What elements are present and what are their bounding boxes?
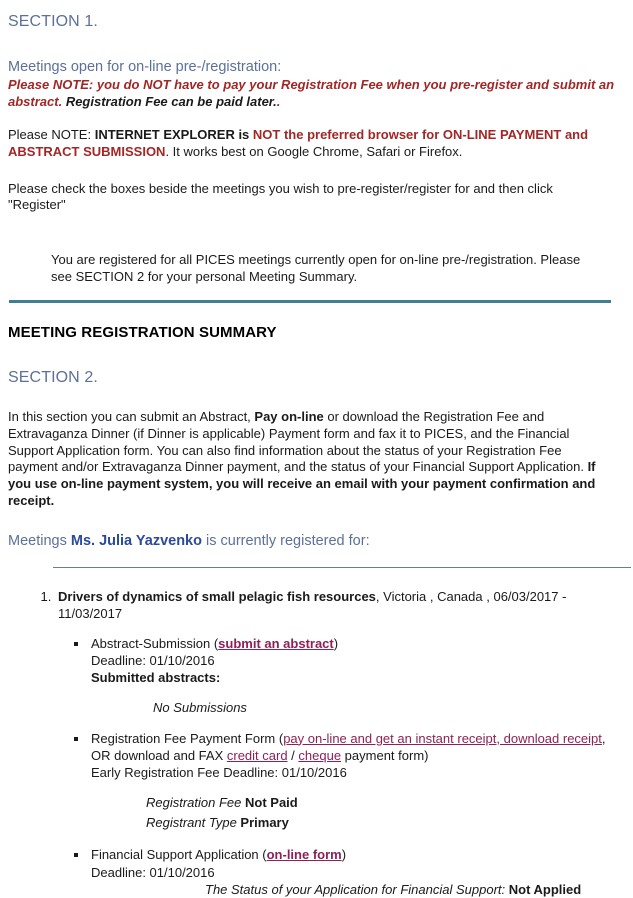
financial-support-label-close: ) bbox=[341, 847, 347, 863]
registered-meetings-label bbox=[8, 532, 623, 551]
browser-note-ie: INTERNET EXPLORER is bbox=[94, 126, 253, 142]
browser-note-warning: NOT the preferred browser for ON-LINE PAYMENT and ABSTRACT SUBMISSION bbox=[8, 126, 589, 159]
meeting-registration-summary-title: MEETING REGISTRATION SUMMARY bbox=[8, 324, 277, 342]
financial-support-status-label: The Status of your Application for Financial Support: bbox=[205, 881, 509, 897]
financial-support-label: Financial Support Application ( bbox=[91, 847, 267, 863]
registrant-name: Ms. Julia Yazvenko bbox=[70, 533, 202, 550]
registered-meetings-label-pre: Meetings bbox=[8, 533, 71, 550]
financial-support-status-line bbox=[205, 881, 623, 898]
meeting-list bbox=[8, 588, 623, 898]
meeting-title: Drivers of dynamics of small pelagic fish resources bbox=[58, 588, 376, 604]
checkbox-instruction: Please check the boxes beside the meetings you wish to pre-register/register for and then click "Register" bbox=[8, 180, 553, 213]
abstract-submission-item bbox=[89, 635, 623, 717]
registration-fee-note-tail: . bbox=[276, 93, 281, 109]
section-2-heading: SECTION 2. bbox=[8, 369, 98, 387]
meeting-detail-list bbox=[58, 635, 623, 898]
registered-meetings-label-post: is currently registered for: bbox=[201, 533, 370, 550]
meeting-country: , Canada bbox=[429, 588, 487, 604]
intro-text-b: or download the Registration Fee and Extravaganza Dinner (if Dinner is applicable) Payment form and fax it to PICES, and the Financial Support Application form. You can also find information about the status of your Registration Fee payment and/or Extravaganza Dinner payment, and the status of your Financial Support Application. bbox=[8, 408, 588, 475]
intro-pay-online: Pay on-line bbox=[254, 408, 324, 424]
meeting-list-item bbox=[55, 588, 623, 898]
registration-status-block bbox=[146, 793, 623, 833]
registration-fee-label-close: payment form) bbox=[341, 747, 429, 763]
registration-fee-status-label: Registration Fee bbox=[146, 795, 242, 811]
meeting-city: , Victoria bbox=[375, 588, 430, 604]
cheque-link[interactable]: cheque bbox=[298, 747, 342, 763]
submit-abstract-link[interactable]: submit an abstract bbox=[218, 636, 334, 651]
registrant-type-label: Registrant Type bbox=[146, 815, 237, 831]
abstract-deadline: Deadline: 01/10/2016 bbox=[91, 653, 215, 669]
section-1-heading: SECTION 1. bbox=[8, 13, 98, 30]
intro-text-a: In this section you can submit an Abstract, bbox=[8, 408, 255, 424]
early-registration-deadline: Early Registration Fee Deadline: 01/10/2016 bbox=[91, 764, 347, 780]
credit-card-link[interactable]: credit card bbox=[226, 747, 288, 763]
open-meetings-label: Meetings open for on-line pre-/registration: bbox=[8, 59, 282, 76]
registration-fee-mid: , OR download and FAX bbox=[91, 730, 606, 763]
financial-support-deadline: Deadline: 01/10/2016 bbox=[91, 864, 215, 880]
registration-fee-note-emphasis: Registration Fee can be paid later. bbox=[65, 93, 277, 109]
financial-support-item bbox=[89, 846, 623, 897]
browser-note bbox=[8, 127, 623, 161]
browser-note-lead: Please NOTE: bbox=[8, 126, 95, 142]
section-2-intro bbox=[8, 409, 600, 510]
abstract-submission-label: Abstract-Submission ( bbox=[91, 636, 219, 651]
registered-notice: You are registered for all PICES meetings currently open for on-line pre-/registration. Please see SECTION 2 for your personal Meeting Summary. bbox=[51, 252, 581, 285]
no-submissions-text: No Submissions bbox=[153, 700, 247, 716]
financial-support-status-value: Not Applied bbox=[508, 881, 582, 897]
submitted-abstracts-label: Submitted abstracts: bbox=[91, 670, 221, 686]
link-separator: / bbox=[287, 747, 299, 763]
abstract-submission-label-close: ) bbox=[333, 636, 339, 651]
registration-fee-note bbox=[8, 77, 623, 111]
intro-payment-confirmation: If you use on-line payment system, you will receive an email with your payment confirmation and receipt. bbox=[8, 459, 596, 509]
pay-online-receipt-link[interactable]: pay on-line and get an instant receipt, download receipt bbox=[283, 730, 602, 746]
registration-fee-label: Registration Fee Payment Form ( bbox=[91, 730, 284, 746]
browser-note-tail: . It works best on Google Chrome, Safari or Firefox. bbox=[165, 143, 463, 159]
financial-support-online-form-link[interactable]: on-line form bbox=[266, 847, 342, 863]
registration-fee-payment-item bbox=[89, 730, 623, 834]
meeting-dates: , 06/03/2017 - 11/03/2017 bbox=[58, 588, 567, 621]
registration-fee-status-value: Not Paid bbox=[245, 795, 298, 811]
registration-fee-note-text: Please NOTE: you do NOT have to pay your Registration Fee when you pre-register and submit an abstract. bbox=[8, 77, 615, 109]
registrant-type-value: Primary bbox=[240, 815, 289, 831]
